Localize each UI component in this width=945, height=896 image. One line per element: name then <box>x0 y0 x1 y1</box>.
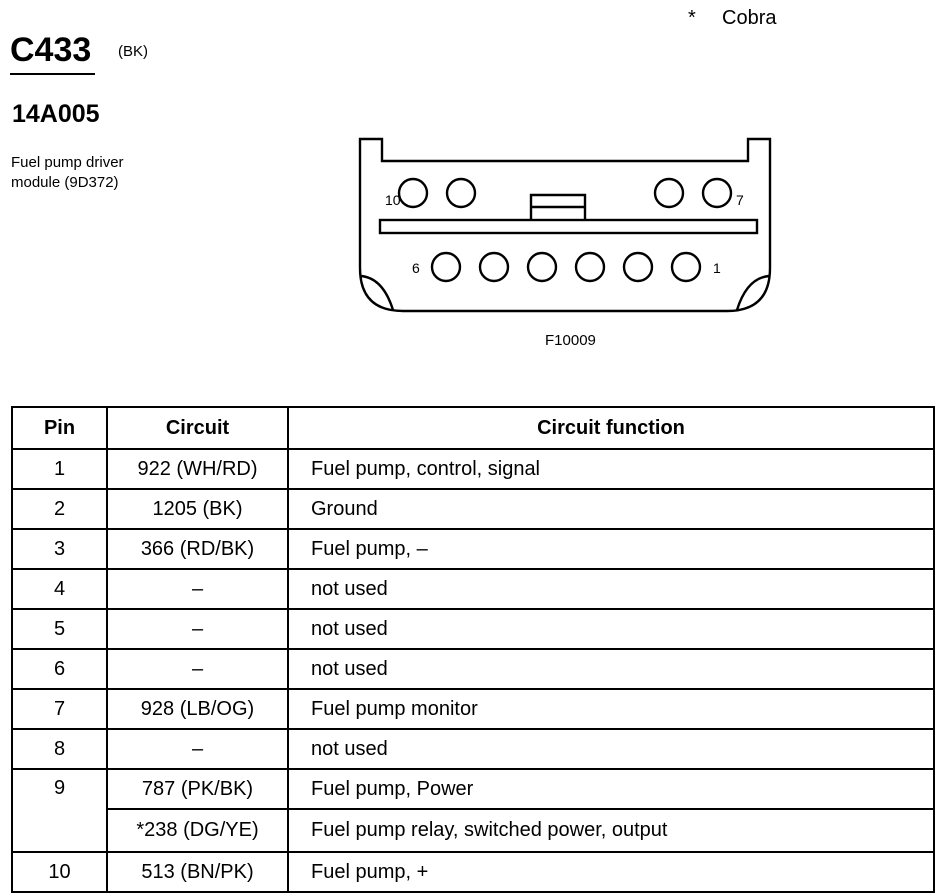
pin-2-socket <box>624 253 652 281</box>
table-row <box>12 649 934 689</box>
circuit-cell: *238 (DG/YE) <box>107 809 288 852</box>
function-cell: not used <box>288 569 934 609</box>
function-cell: Fuel pump, Power <box>288 769 934 809</box>
table-header-row <box>12 407 934 449</box>
function-cell: Fuel pump relay, switched power, output <box>288 809 934 852</box>
pin-cell: 2 <box>12 489 107 529</box>
table-row <box>12 809 934 852</box>
circuit-cell: – <box>107 609 288 649</box>
function-cell: Fuel pump, – <box>288 529 934 569</box>
pin-label-1: 1 <box>713 260 721 276</box>
pin-cell: 8 <box>12 729 107 769</box>
part-number: 14A005 <box>12 100 100 128</box>
table-row <box>12 449 934 489</box>
header-circuit-function: Circuit function <box>288 407 934 449</box>
circuit-cell: 787 (PK/BK) <box>107 769 288 809</box>
function-cell: Ground <box>288 489 934 529</box>
pin-7-socket <box>703 179 731 207</box>
connector-latch <box>531 195 585 220</box>
table-row <box>12 769 934 809</box>
table-row <box>12 569 934 609</box>
table-row <box>12 852 934 892</box>
pin-cell: 6 <box>12 649 107 689</box>
function-cell: Fuel pump monitor <box>288 689 934 729</box>
table-row <box>12 609 934 649</box>
pin-5-socket <box>480 253 508 281</box>
connector-face-diagram <box>355 136 775 316</box>
circuit-cell: 922 (WH/RD) <box>107 449 288 489</box>
function-cell: not used <box>288 649 934 689</box>
table-row <box>12 729 934 769</box>
pin-cell: 3 <box>12 529 107 569</box>
table-row <box>12 689 934 729</box>
circuit-cell: – <box>107 729 288 769</box>
pin-3-socket <box>576 253 604 281</box>
pin-cell: 7 <box>12 689 107 729</box>
pin-label-7: 7 <box>736 192 744 208</box>
circuit-cell: 1205 (BK) <box>107 489 288 529</box>
header-circuit: Circuit <box>107 407 288 449</box>
connector-housing-outline <box>360 139 770 311</box>
connector-id: C433 <box>10 31 92 69</box>
legend <box>688 7 776 30</box>
pin-cell: 10 <box>12 852 107 892</box>
pin-6-socket <box>432 253 460 281</box>
circuit-cell: 366 (RD/BK) <box>107 529 288 569</box>
function-cell: Fuel pump, control, signal <box>288 449 934 489</box>
connector-divider-bar <box>380 220 757 233</box>
pin-table <box>11 406 935 893</box>
pin-cell: 4 <box>12 569 107 609</box>
circuit-cell: 513 (BN/PK) <box>107 852 288 892</box>
pin-cell: 1 <box>12 449 107 489</box>
pin-label-10: 10 <box>385 192 401 208</box>
pin-9-socket <box>447 179 475 207</box>
legend-symbol: * <box>688 7 696 29</box>
legend-text: Cobra <box>722 7 777 29</box>
pin-8-socket <box>655 179 683 207</box>
figure-reference: F10009 <box>545 332 596 349</box>
table-row <box>12 529 934 569</box>
connector-color: (BK) <box>118 43 148 60</box>
pin-cell: 5 <box>12 609 107 649</box>
pin-label-6: 6 <box>412 260 420 276</box>
function-cell: not used <box>288 729 934 769</box>
pin-4-socket <box>528 253 556 281</box>
pin-10-socket <box>399 179 427 207</box>
connector-id-underline <box>10 73 95 75</box>
table-row <box>12 489 934 529</box>
function-cell: not used <box>288 609 934 649</box>
circuit-cell: – <box>107 569 288 609</box>
function-cell: Fuel pump, + <box>288 852 934 892</box>
header-pin: Pin <box>12 407 107 449</box>
circuit-cell: – <box>107 649 288 689</box>
circuit-cell: 928 (LB/OG) <box>107 689 288 729</box>
pin-1-socket <box>672 253 700 281</box>
component-name: Fuel pump driver module (9D372) <box>11 154 124 191</box>
pin-cell: 9 <box>12 769 107 852</box>
